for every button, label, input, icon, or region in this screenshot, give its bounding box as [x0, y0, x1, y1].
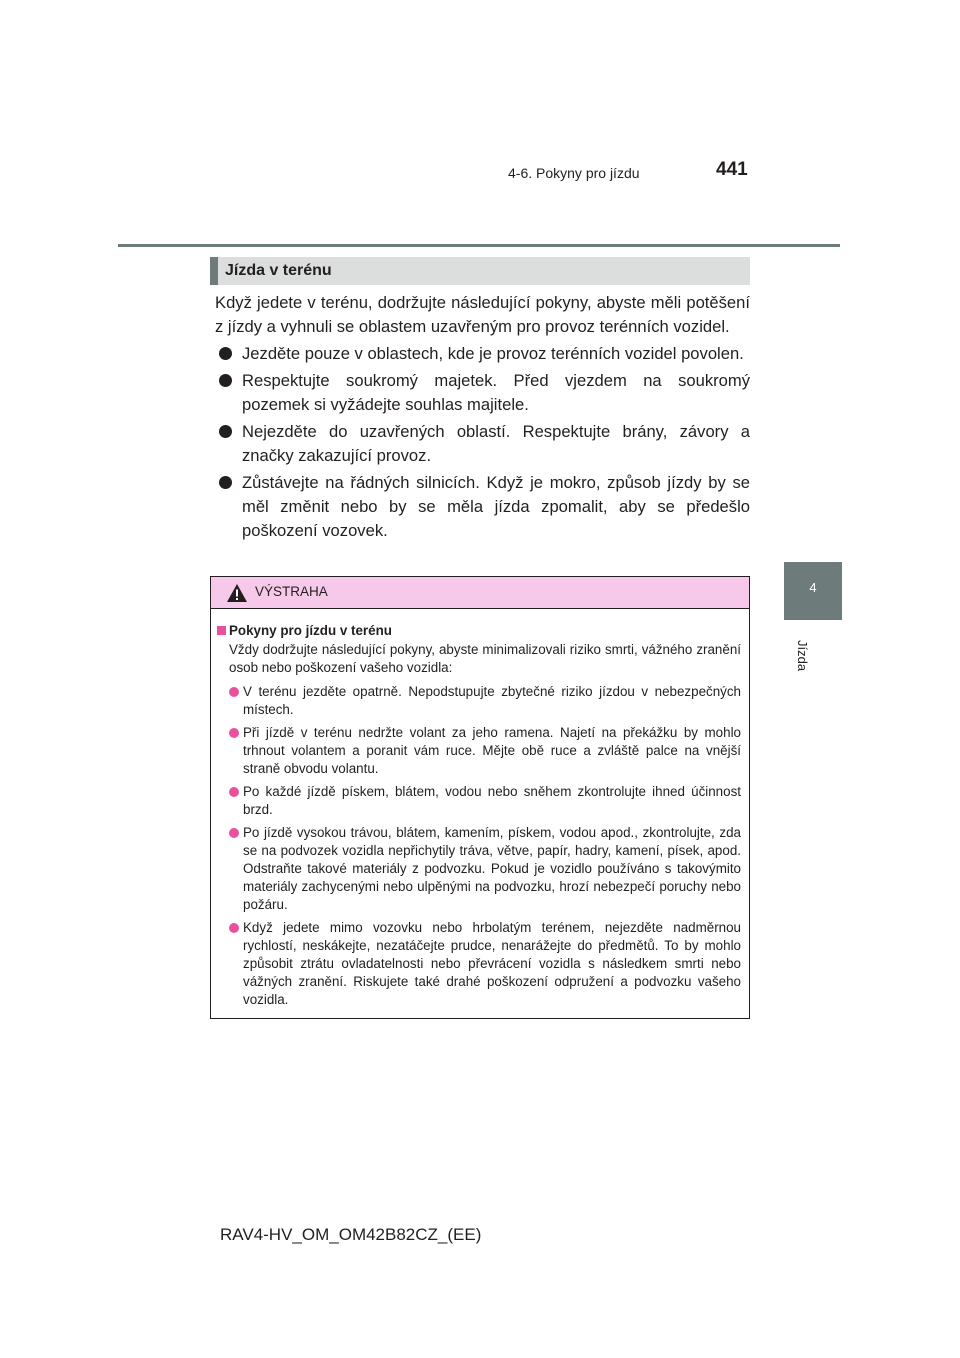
document-code: RAV4-HV_OM_OM42B82CZ_(EE)	[220, 1225, 482, 1244]
bullet-dot-icon	[219, 347, 232, 360]
bullet-dot-icon	[229, 828, 239, 838]
list-item: Při jízdě v terénu nedržte volant za jeho ramena. Najetí na překážku by mohlo trhnout volantem a poranit vám ruce. Mějte obě ruce a zvláště palce na vnější straně obvodu volantu.	[217, 724, 741, 778]
warning-body	[211, 609, 749, 1009]
list-item: Respektujte soukromý majetek. Před vjezdem na soukromý pozemek si vyžádejte souhlas majitele.	[215, 369, 750, 417]
chapter-tab: 4	[784, 562, 842, 620]
list-item: Jezděte pouze v oblastech, kde je provoz terénních vozidel povolen.	[215, 342, 750, 366]
warning-header	[211, 577, 749, 609]
list-item: Zůstávejte na řádných silnicích. Když je mokro, způsob jízdy by se měl změnit nebo by se měla jízda zpomalit, aby se předešlo poškození vozovek.	[215, 471, 750, 543]
header-divider	[118, 244, 840, 247]
list-item: V terénu jezděte opatrně. Nepodstupujte zbytečné riziko jízdou v nebezpečných místech.	[217, 683, 741, 719]
section-body	[215, 291, 750, 546]
bullet-dot-icon	[229, 787, 239, 797]
warning-triangle-icon	[226, 583, 248, 603]
section-intro: Když jedete v terénu, dodržujte následující pokyny, abyste měli potěšení z jízdy a vyhnuli se oblastem uzavřeným pro provoz terénních vozidel.	[215, 293, 750, 336]
bullet-dot-icon	[229, 923, 239, 933]
square-bullet-icon	[217, 626, 226, 635]
list-item: Po jízdě vysokou trávou, blátem, kamením, pískem, vodou apod., zkontrolujte, zda se na podvozek vozidla nepřichytily tráva, větve, papír, hadry, kamení, písek, apod. Odstraňte takové materiály z podvozku. Pokud je vozidlo používáno s takovýmito materiály zachycenými nebo ulpěnými na podvozku, hrozí nebezpečí poruchy nebo požáru.	[217, 824, 741, 914]
warning-label: VÝSTRAHA	[255, 584, 328, 599]
section-heading: Jízda v terénu	[210, 257, 750, 285]
bullet-dot-icon	[219, 476, 232, 489]
chapter-label: Jízda	[795, 640, 810, 672]
warning-box	[210, 576, 750, 1019]
bullet-dot-icon	[229, 687, 239, 697]
bullet-dot-icon	[229, 728, 239, 738]
list-item: Po každé jízdě pískem, blátem, vodou nebo sněhem zkontrolujte ihned účinnost brzd.	[217, 783, 741, 819]
page-number: 441	[716, 159, 748, 180]
bullet-dot-icon	[219, 425, 232, 438]
bullet-dot-icon	[219, 374, 232, 387]
list-item: Když jedete mimo vozovku nebo hrbolatým terénem, nejezděte nadměrnou rychlostí, neskákejte, nezatáčejte prudce, nenarážejte do předmětů. To by mohlo způsobit ztrátu ovladatelnosti nebo převrácení vozidla s následkem smrti nebo vážných zranění. Riskujete také drahé poškození odpružení a podvozku vašeho vozidla.	[217, 919, 741, 1009]
header-section-title: 4-6. Pokyny pro jízdu	[508, 165, 640, 181]
warning-bullet-list	[217, 683, 741, 1009]
warning-intro: Vždy dodržujte následující pokyny, abyste minimalizovali riziko smrti, vážného zranění osob nebo poškození vašeho vozidla:	[229, 642, 741, 675]
warning-title: Pokyny pro jízdu v terénu	[217, 622, 741, 640]
list-item: Nejezděte do uzavřených oblastí. Respektujte brány, závory a značky zakazující provoz.	[215, 420, 750, 468]
section-bullet-list	[215, 342, 750, 543]
